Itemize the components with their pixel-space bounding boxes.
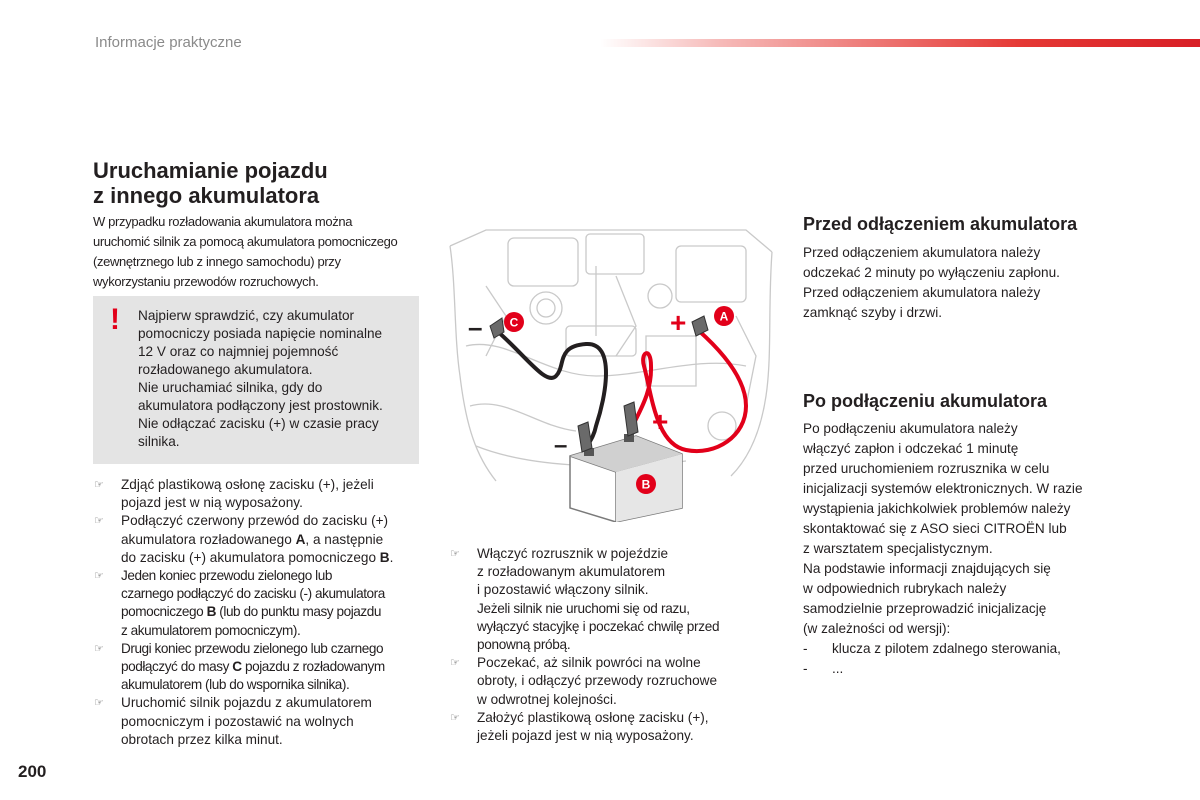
title-line-2: z innego akumulatora <box>93 183 320 208</box>
minus-sign-b: – <box>554 432 568 459</box>
intro-line: W przypadku rozładowania akumulatora można <box>93 214 353 229</box>
warning-exclamation-icon: ! <box>110 303 120 336</box>
step-line: pojazd jest w nią wyposażony. <box>121 495 303 511</box>
intro-paragraph <box>93 212 423 292</box>
step-line: ponowną próbą. <box>477 637 571 653</box>
badge-b <box>636 474 656 494</box>
step-item <box>94 476 424 512</box>
step-line: podłączyć do masy C pojazdu z rozładowanym <box>121 659 385 675</box>
dash-item-text: ... <box>832 661 844 676</box>
step-line: i pozostawić włączony silnik. <box>477 582 649 598</box>
step-line: wyłączyć stacyjkę i poczekać chwilę przed <box>477 618 720 634</box>
step-line: czarnego podłączyć do zacisku (-) akumulatora <box>121 586 385 602</box>
steps-list-left <box>94 476 424 749</box>
warning-line: pomocniczy posiada napięcie nominalne <box>138 326 383 341</box>
steps-list-middle <box>450 545 760 745</box>
step-line: Uruchomić silnik pojazdu z akumulatorem <box>121 695 372 711</box>
step-note <box>477 600 760 655</box>
intro-line: uruchomić silnik za pomocą akumulatora pomocniczego <box>93 234 398 249</box>
step-line: Zdjąć plastikową osłonę zacisku (+), jeżeli <box>121 477 374 492</box>
step-line: pomocniczego B (lub do punktu masy pojazdu <box>121 604 381 620</box>
step-line: pomocniczym i pozostawić na wolnych <box>121 713 354 729</box>
paragraph-line: Po podłączeniu akumulatora należy <box>803 421 1018 436</box>
jump-start-illustration <box>446 226 776 522</box>
step-item <box>94 640 424 695</box>
warning-line: akumulatora podłączony jest prostownik. <box>138 398 383 413</box>
badge-b-label: B <box>641 477 651 492</box>
step-line: Włączyć rozrusznik w pojeździe <box>477 546 669 561</box>
warning-text <box>138 307 418 451</box>
intro-line: (zewnętrznego lub z innego samochodu) przy <box>93 254 341 269</box>
pointing-hand-icon: ☞ <box>450 548 460 560</box>
after-connect-text <box>803 419 1133 679</box>
step-item <box>94 694 424 749</box>
pointing-hand-icon: ☞ <box>450 711 460 724</box>
badge-c-label: C <box>509 315 519 330</box>
step-line: akumulatorem (lub do wspornika silnika). <box>121 677 350 693</box>
paragraph-line: w odpowiednich rubrykach należy <box>803 581 1007 596</box>
step-item <box>450 545 760 654</box>
section-header: Informacje praktyczne <box>95 34 242 51</box>
badge-a <box>714 306 734 326</box>
warning-line: rozładowanego akumulatora. <box>138 362 313 377</box>
step-line: w odwrotnej kolejności. <box>477 691 617 707</box>
plus-sign-a: + <box>670 307 687 338</box>
minus-sign-c: – <box>468 312 483 342</box>
after-connect-heading: Po podłączeniu akumulatora <box>803 391 1048 411</box>
step-line: Drugi koniec przewodu zielonego lub czarnego <box>121 640 384 656</box>
title-line-1: Uruchamianie pojazdu <box>93 158 328 183</box>
page-title <box>93 158 328 208</box>
badge-c <box>504 312 524 332</box>
paragraph-line: skontaktować się z ASO sieci CITROËN lub <box>803 521 1067 536</box>
step-line: akumulatora rozładowanego A, a następnie <box>121 531 384 547</box>
step-line: obrotach przez kilka minut. <box>121 731 283 747</box>
paragraph-line: Przed odłączeniem akumulatora należy <box>803 245 1041 260</box>
step-item <box>450 709 760 745</box>
plus-sign-b: + <box>652 406 669 437</box>
pointing-hand-icon: ☞ <box>94 697 104 710</box>
paragraph-line: odczekać 2 minuty po wyłączeniu zapłonu. <box>803 265 1060 280</box>
pointing-hand-icon: ☞ <box>450 657 460 670</box>
before-disconnect-heading: Przed odłączeniem akumulatora <box>803 214 1078 234</box>
page-number: 200 <box>18 762 47 781</box>
step-line: Jeden koniec przewodu zielonego lub <box>121 568 332 584</box>
step-line: z rozładowanym akumulatorem <box>477 564 666 580</box>
step-line: Założyć plastikową osłonę zacisku (+), <box>477 709 709 725</box>
header-accent-bar <box>600 39 1200 47</box>
warning-line: Nie uruchamiać silnika, gdy do <box>138 380 323 395</box>
step-line: Podłączyć czerwony przewód do zacisku (+) <box>121 513 389 529</box>
step-line: do zacisku (+) akumulatora pomocniczego B. <box>121 549 394 565</box>
paragraph-line: Przed odłączeniem akumulatora należy <box>803 285 1041 300</box>
badge-a-label: A <box>719 309 729 324</box>
paragraph-line: inicjalizacji systemów elektronicznych. W razie <box>803 481 1083 496</box>
step-line: obroty, i odłączyć przewody rozruchowe <box>477 673 718 689</box>
paragraph-line: zamknąć szyby i drzwi. <box>803 305 942 320</box>
warning-line: Najpierw sprawdzić, czy akumulator <box>138 308 355 323</box>
dash-item-text: klucza z pilotem zdalnego sterowania, <box>832 641 1061 656</box>
intro-line: wykorzystaniu przewodów rozruchowych. <box>93 274 319 289</box>
pointing-hand-icon: ☞ <box>94 570 104 583</box>
before-disconnect-text <box>803 243 1123 323</box>
step-item <box>94 512 424 567</box>
warning-line: silnika. <box>138 434 180 449</box>
step-line: Jeżeli silnik nie uruchomi się od razu, <box>477 600 690 616</box>
pointing-hand-icon: ☞ <box>94 515 104 528</box>
step-line: jeżeli pojazd jest w nią wyposażony. <box>477 728 694 744</box>
step-line: Poczekać, aż silnik powróci na wolne <box>477 655 701 671</box>
dash-list-item <box>803 639 1133 659</box>
pointing-hand-icon: ☞ <box>94 642 104 655</box>
dash-list-item <box>803 659 1133 679</box>
paragraph-line: włączyć zapłon i odczekać 1 minutę <box>803 441 1019 456</box>
step-line: z akumulatorem pomocniczym). <box>121 622 301 638</box>
warning-line: 12 V oraz co najmniej pojemność <box>138 344 339 359</box>
paragraph-line: Na podstawie informacji znajdujących się <box>803 561 1051 576</box>
paragraph-line: wystąpienia jakichkolwiek problemów należy <box>803 501 1071 516</box>
pointing-hand-icon: ☞ <box>94 479 104 491</box>
paragraph-line: (w zależności od wersji): <box>803 621 951 636</box>
paragraph-line: samodzielnie przeprowadzić inicjalizację <box>803 601 1047 616</box>
paragraph-line: z warsztatem specjalistycznym. <box>803 541 993 556</box>
paragraph-line: przed uruchomieniem rozrusznika w celu <box>803 461 1050 476</box>
warning-line: Nie odłączać zacisku (+) w czasie pracy <box>138 416 379 431</box>
red-cable <box>630 330 746 451</box>
dash-marker: - <box>803 661 808 676</box>
step-item <box>450 654 760 709</box>
step-item <box>94 567 424 640</box>
dash-marker: - <box>803 641 808 656</box>
